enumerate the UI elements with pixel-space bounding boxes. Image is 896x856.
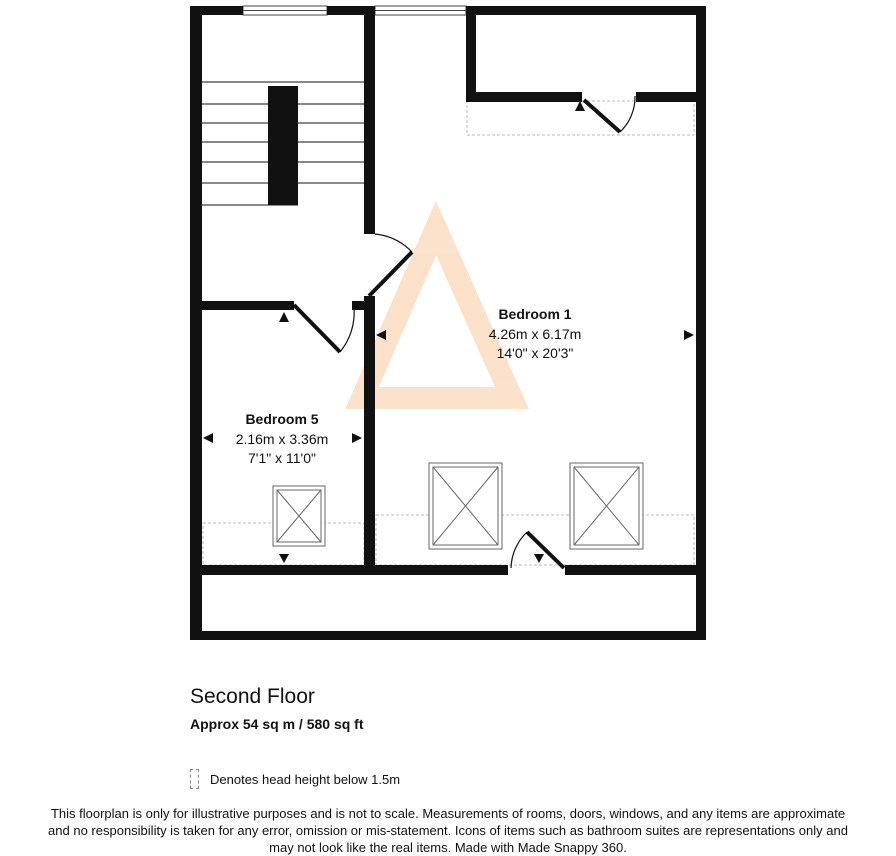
arrow-up-icon: [575, 101, 585, 111]
skylights: [273, 463, 643, 549]
floor-area: Approx 54 sq m / 580 sq ft: [190, 716, 364, 732]
skylight-bedroom1-left: [429, 463, 502, 549]
arrow-down-icon: [279, 554, 289, 563]
disclaimer-line: This floorplan is only for illustrative purposes and is not to scale. Measurements of rooms, doors, windows, and any items are approximate: [50, 806, 846, 821]
room-metric-bedroom1: 4.26m x 6.17m: [488, 326, 582, 342]
legend: [190, 767, 400, 791]
dashed-rectangle-icon: [190, 769, 199, 789]
door-bottom: [511, 532, 564, 568]
floor-title: Second Floor: [190, 685, 315, 708]
arrow-right-icon: [684, 330, 694, 340]
disclaimer: [0, 805, 896, 856]
arrow-down-icon: [534, 554, 544, 563]
arrow-up-icon: [279, 312, 289, 322]
disclaimer-line: may not look like the real items. Made with Made Snappy 360.: [269, 840, 627, 855]
room-imperial-bedroom1: 14'0" x 20'3": [496, 345, 574, 361]
legend-text: Denotes head height below 1.5m: [210, 771, 401, 787]
skylight-bedroom1-right: [570, 463, 643, 549]
door-bedroom5: [294, 305, 354, 352]
arrow-right-icon: [352, 433, 362, 443]
watermark-logo: [362, 228, 512, 398]
disclaimer-line: and no responsibility is taken for any error, omission or mis-statement. Icons of items such as bathroom suites are representations only and: [48, 823, 848, 838]
room-name-bedroom5: Bedroom 5: [245, 411, 319, 427]
room-metric-bedroom5: 2.16m x 3.36m: [235, 431, 329, 447]
room-name-bedroom1: Bedroom 1: [498, 306, 572, 322]
arrow-left-icon: [203, 433, 213, 443]
skylight-bedroom5: [273, 486, 325, 546]
room-imperial-bedroom5: 7'1" x 11'0": [248, 450, 316, 466]
